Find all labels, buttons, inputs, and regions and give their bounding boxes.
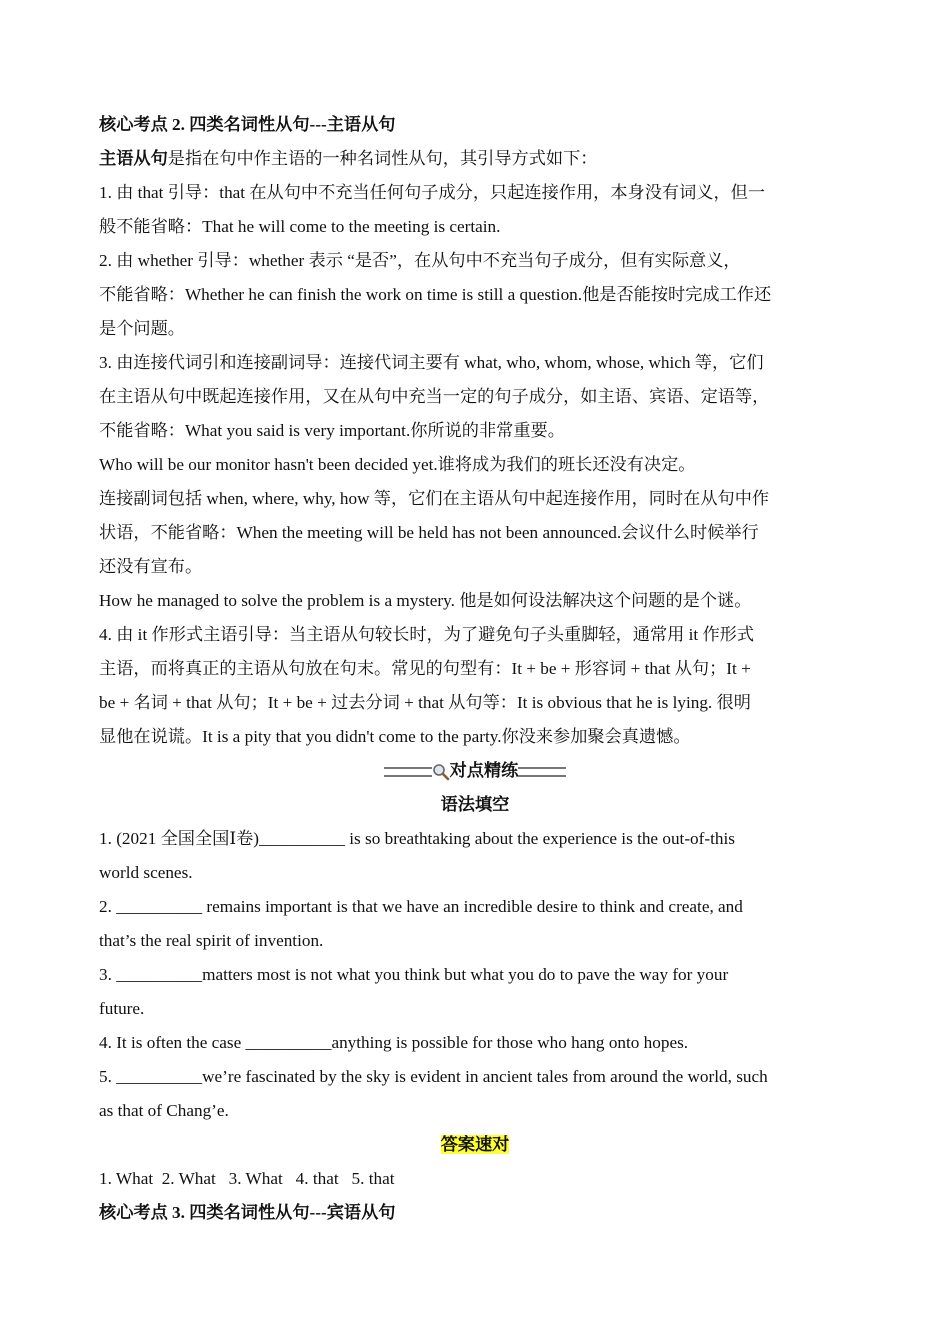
paragraph-line: 不能省略：What you said is very important.你所说的非常重要。 (99, 421, 565, 440)
practice-subtitle: 语法填空 (440, 795, 510, 814)
paragraph-line: 不能省略：Whether he can finish the work on time is still a question.他是否能按时完成工作还 (99, 285, 772, 304)
paragraph-line: Who will be our monitor hasn't been decided yet.谁将成为我们的班长还没有决定。 (99, 455, 696, 474)
paragraph-line: 般不能省略：That he will come to the meeting is certain. (99, 217, 501, 236)
magnifier-icon (432, 763, 450, 781)
paragraph-line: 在主语从句中既起连接作用，又在从句中充当一定的句子成分，如主语、宾语、定语等， (99, 387, 770, 406)
paragraph-line: 连接副词包括 when, where, why, how 等，它们在主语从句中起连接作用，同时在从句中作 (99, 489, 770, 508)
paragraph-line: 2. 由 whether 引导：whether 表示 “是否”，在从句中不充当句子成分，但有实际意义， (99, 251, 741, 270)
decorative-rule-left (384, 767, 432, 777)
question-line: 1. (2021 全国全国Ⅰ卷)__________ is so breathtaking about the experience is the out-of-this (99, 829, 735, 848)
intro-text: 是指在句中作主语的一种名词性从句，其引导方式如下： (167, 149, 598, 168)
question-line: future. (99, 999, 145, 1018)
practice-banner-title: 对点精练 (449, 761, 519, 780)
intro-paragraph (99, 142, 851, 176)
section-heading: 核心考点 2. 四类名词性从句---主语从句 (99, 115, 396, 134)
answers-heading-row (99, 1128, 851, 1162)
answers-line: 1. What 2. What 3. What 4. that 5. that (99, 1169, 395, 1188)
document-page (99, 108, 851, 1230)
paragraph-line: 3. 由连接代词引和连接副词导：连接代词主要有 what, who, whom, whose, which 等，它们 (99, 353, 764, 372)
intro-term: 主语从句 (99, 149, 168, 168)
paragraph-line: 还没有宣布。 (99, 557, 203, 576)
question-line: 3. __________matters most is not what you think but what you do to pave the way for your (99, 965, 729, 984)
question-line: world scenes. (99, 863, 193, 882)
paragraph-line: 主语，而将真正的主语从句放在句末。常见的句型有：It + be + 形容词 + that 从句；It + (99, 659, 751, 678)
question-line: as that of Chang’e. (99, 1101, 229, 1120)
next-section-heading: 核心考点 3. 四类名词性从句---宾语从句 (99, 1203, 396, 1222)
paragraph-line: How he managed to solve the problem is a mystery. 他是如何设法解决这个问题的是个谜。 (99, 591, 752, 610)
paragraph-line: 是个问题。 (99, 319, 185, 338)
question-line: 2. __________ remains important is that we have an incredible desire to think and create, and (99, 897, 743, 916)
practice-banner (99, 754, 851, 788)
paragraph-line: 状语，不能省略：When the meeting will be held has not been announced.会议什么时候举行 (99, 523, 759, 542)
paragraph-line: 4. 由 it 作形式主语引导：当主语从句较长时，为了避免句子头重脚轻，通常用 it 作形式 (99, 625, 755, 644)
paragraph-line: 1. 由 that 引导：that 在从句中不充当任何句子成分，只起连接作用，本身没有词义，但一 (99, 183, 766, 202)
paragraph-line: be + 名词 + that 从句；It + be + 过去分词 + that 从句等：It is obvious that he is lying. 很明 (99, 693, 751, 712)
question-line: that’s the real spirit of invention. (99, 931, 324, 950)
question-line: 5. __________we’re fascinated by the sky is evident in ancient tales from around the world, such (99, 1067, 768, 1086)
answers-heading: 答案速对 (440, 1135, 510, 1154)
decorative-rule-right (518, 767, 566, 777)
question-line: 4. It is often the case __________anything is possible for those who hang onto hopes. (99, 1033, 689, 1052)
paragraph-line: 显他在说谎。It is a pity that you didn't come to the party.你没来参加聚会真遗憾。 (99, 727, 691, 746)
